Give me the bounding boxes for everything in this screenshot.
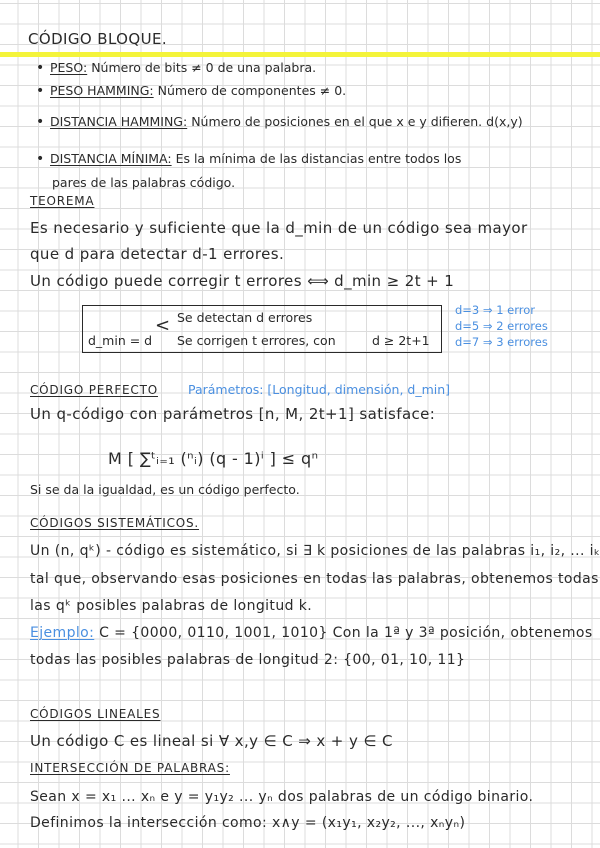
perfecto-formula: M [ ∑ᵗᵢ₌₁ (ⁿᵢ) (q - 1)ⁱ ] ≤ qⁿ [108, 449, 319, 468]
sistematicos-line-2: tal que, observando esas posiciones en todas las palabras, obtenemos todas [30, 571, 599, 587]
bullet-icon: • [36, 60, 45, 76]
bullet-icon: • [36, 151, 45, 167]
def-term: DISTANCIA MÍNIMA: [50, 151, 172, 166]
page-title: CÓDIGO BLOQUE. [28, 30, 168, 48]
title-highlight [0, 52, 600, 57]
def-term: PESO HAMMING: [50, 83, 154, 98]
perfecto-heading: CÓDIGO PERFECTO [30, 383, 158, 397]
def-text: Número de bits ≠ 0 de una palabra. [91, 60, 317, 75]
def-peso-hamming [50, 83, 346, 99]
formula-lhs: d_min = d [88, 333, 153, 348]
def-peso [50, 60, 316, 76]
lineales-line-2: Sean x = x₁ ... xₙ e y = y₁y₂ ... yₙ dos palabras de un código binario. [30, 789, 534, 805]
lineales-heading: CÓDIGOS LINEALES [30, 707, 161, 721]
def-term: PESO: [50, 60, 88, 75]
note-d3: d=3 ⇒ 1 error [455, 303, 536, 317]
perfecto-params: Parámetros: [Longitud, dimensión, d_min] [188, 382, 451, 397]
formula-condition: d ≥ 2t+1 [372, 333, 430, 348]
def-text: Número de posiciones en el que x e y difieren. d(x,y) [191, 114, 523, 129]
formula-top: Se detectan d errores [177, 310, 313, 325]
def-distancia-minima-cont: pares de las palabras código. [52, 175, 236, 190]
teorema-line-2: que d para detectar d-1 errores. [30, 245, 285, 263]
interseccion-heading: INTERSECCIÓN DE PALABRAS: [30, 761, 230, 775]
ejemplo-label: Ejemplo: [30, 625, 95, 641]
sistematicos-line-1: Un (n, qᵏ) - código es sistemático, si ∃ k posiciones de las palabras i₁, i₂, ... iₖ [30, 543, 600, 559]
sistematicos-line-3: las qᵏ posibles palabras de longitud k. [30, 598, 313, 614]
teorema-line-1: Es necesario y suficiente que la d_min de un código sea mayor [30, 219, 528, 237]
perfecto-line-2: Si se da la igualdad, es un código perfecto. [30, 482, 300, 497]
teorema-line-3: Un código puede corregir t errores ⟺ d_min ≥ 2t + 1 [30, 272, 455, 290]
sistematicos-ejemplo [30, 625, 593, 641]
brace-arrow-icon: < [155, 315, 171, 336]
def-distancia-hamming [50, 114, 523, 130]
perfecto-line-1: Un q-código con parámetros [n, M, 2t+1] satisface: [30, 405, 436, 423]
note-d5: d=5 ⇒ 2 errores [455, 319, 548, 333]
note-d7: d=7 ⇒ 3 errores [455, 335, 548, 349]
def-text: Es la mínima de las distancias entre todos los [175, 151, 462, 166]
sistematicos-heading: CÓDIGOS SISTEMÁTICOS. [30, 516, 200, 530]
def-term: DISTANCIA HAMMING: [50, 114, 188, 129]
bullet-icon: • [36, 114, 45, 130]
formula-bottom: Se corrigen t errores, con [177, 333, 336, 348]
lineales-line-1: Un código C es lineal si ∀ x,y ∈ C ⇒ x + y ∈ C [30, 732, 393, 750]
teorema-heading: TEOREMA [30, 194, 95, 208]
lineales-line-3: Definimos la intersección como: x∧y = (x₁y₁, x₂y₂, ..., xₙyₙ) [30, 815, 466, 831]
bullet-icon: • [36, 83, 45, 99]
ejemplo-text: C = {0000, 0110, 1001, 1010} Con la 1ª y 3ª posición, obtenemos [99, 625, 593, 641]
def-text: Número de componentes ≠ 0. [157, 83, 347, 98]
def-distancia-minima [50, 151, 461, 167]
sistematicos-line-5: todas las posibles palabras de longitud 2: {00, 01, 10, 11} [30, 652, 466, 668]
